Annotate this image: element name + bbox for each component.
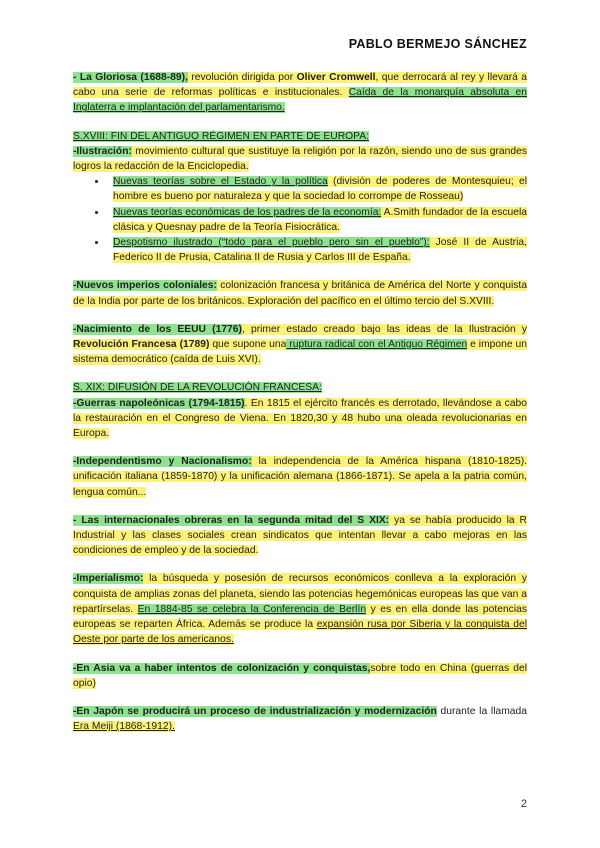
paragraph-internacionales-obreras — [73, 513, 527, 559]
japon-label: -En Japón se producirá un proceso de industrialización y modernización — [73, 705, 437, 717]
imperios-label: -Nuevos imperios coloniales: — [73, 280, 217, 292]
paragraph-japon — [73, 704, 527, 734]
list-item — [107, 174, 527, 204]
eeuu-text: , primer estado creado bajo las ideas de la Ilustración y — [241, 323, 527, 335]
bullet-text: José II de Austria, Federico II de Prusia, Catalina II de Rusia y Carlos III de España. — [113, 237, 527, 264]
la-gloriosa-conclusion: Caída de la monarquía absoluta en Inglaterra e implantación del parlamentarismo. — [73, 87, 527, 114]
cromwell-name: Oliver Cromwell — [296, 72, 376, 83]
section-title-s19: S. XIX: DIFUSIÓN DE LA REVOLUCIÓN FRANCESA: — [73, 382, 322, 394]
bullet-lead: Despotismo ilustrado (“todo para el pueblo pero sin el pueblo”): — [113, 237, 430, 249]
expansion-rusa: expansión rusa por Siberia y la conquista del Oeste por parte de los americanos. — [73, 619, 527, 646]
era-meiji: Era Meiji (1868-1912). — [73, 721, 175, 733]
author-header: PABLO BERMEJO SÁNCHEZ — [348, 37, 527, 51]
imperialismo-text-2: y es en ella donde las potencias europeas se reparten África. Además se produce la — [73, 603, 527, 631]
paragraph-eeuu — [73, 322, 527, 368]
internacionales-label: - Las internacionales obreras en la segunda mitad del S XIX: — [73, 514, 390, 526]
guerras-label: -Guerras napoleónicas (1794-1815) — [73, 397, 245, 409]
imperios-text: colonización francesa y británica de América del Norte y conquista de la India por parte de los británicos. Exploración del pacífico en el último tercio del S.XVIII. — [73, 280, 527, 307]
internacionales-text: ya se había producido la R Industrial y las clases sociales crean sindicatos que intentan llevar a cabo mejoras en las condiciones de empleo y de la sociedad. — [73, 514, 527, 557]
imperialismo-label: -Imperialismo: — [73, 573, 144, 585]
bullet-lead: Nuevas teorías sobre el Estado y la política — [113, 176, 328, 188]
page-number: 2 — [520, 798, 527, 810]
la-gloriosa-text-2: , que derrocará al rey y llevará a cabo una serie de reformas políticas e institucionales. — [73, 72, 527, 99]
bullet-text: (división de poderes de Montesquieu; el hombre es bueno por naturaleza y que la sociedad lo corrompe de Rosseau) — [113, 176, 527, 203]
list-item — [107, 235, 527, 265]
revolucion-francesa-label: Revolución Francesa (1789) — [73, 339, 210, 351]
independentismo-label: -Independentismo y Nacionalismo: — [73, 456, 252, 468]
bullet-lead: Nuevas teorías económicas de los padres de la economía: — [113, 206, 382, 218]
ilustracion-bullet-list — [73, 174, 527, 265]
eeuu-text-3: e impone un sistema democrático (caída de Luis XVI). — [73, 339, 527, 366]
japon-text: durante la llamada — [436, 705, 527, 717]
paragraph-imperios-coloniales — [73, 278, 527, 308]
asia-label: -En Asia va a haber intentos de colonización y conquistas, — [73, 662, 371, 674]
guerras-text: . En 1815 el ejército francés es derrotado, llevándose a cabo la restauración en el Congreso de Viena. En 1820,30 y 48 hubo una oleada revolucionarias en Europa. — [73, 397, 527, 440]
ilustracion-text: movimiento cultural que sustituye la religión por la razón, siendo uno de sus grandes logros la redacción de la Enciclopedia. — [73, 145, 527, 173]
paragraph-la-gloriosa — [73, 70, 527, 116]
conferencia-berlin: En 1884-85 se celebra la Conferencia de Berlín — [137, 603, 367, 615]
paragraph-imperialismo — [73, 571, 527, 647]
la-gloriosa-heading: - La Gloriosa (1688-89), — [73, 72, 188, 83]
independentismo-text: la independencia de la América hispana (1810-1825). unificación italiana (1859-1870) y la unificación alemana (1866-1871). Se apela a la patria común, lengua común... — [73, 456, 527, 498]
paragraph-guerras-napoleonicas — [73, 380, 527, 441]
la-gloriosa-text: revolución dirigida por — [187, 72, 297, 83]
list-item — [107, 205, 527, 235]
section-title-s18: S.XVIII: FIN DEL ANTIGUO RÉGIMEN EN PARTE DE EUROPA: — [73, 130, 369, 142]
bullet-text: A.Smith fundador de la escuela clásica y Quesnay padre de la Teoría Fisiocrática. — [113, 206, 527, 233]
asia-text: sobre todo en China (guerras del opio) — [73, 662, 527, 689]
eeuu-text-2: que supone una — [209, 339, 287, 351]
section-title-s18-wrapper — [73, 129, 527, 175]
ilustracion-label: -Ilustración: — [73, 145, 132, 157]
paragraph-asia — [73, 661, 527, 691]
eeuu-label: -Nacimiento de los EEUU (1776) — [73, 323, 242, 335]
paragraph-independentismo — [73, 454, 527, 500]
document-body — [73, 70, 527, 747]
imperialismo-text: la búsqueda y posesión de recursos económicos conlleva a la exploración y conquista de amplias zonas del planeta, siendo las potencias hegemónicas europeas las que van a repartírselas. — [73, 573, 527, 615]
ruptura-antiguo-regimen: ruptura radical con el Antiguo Régimen — [286, 339, 468, 351]
